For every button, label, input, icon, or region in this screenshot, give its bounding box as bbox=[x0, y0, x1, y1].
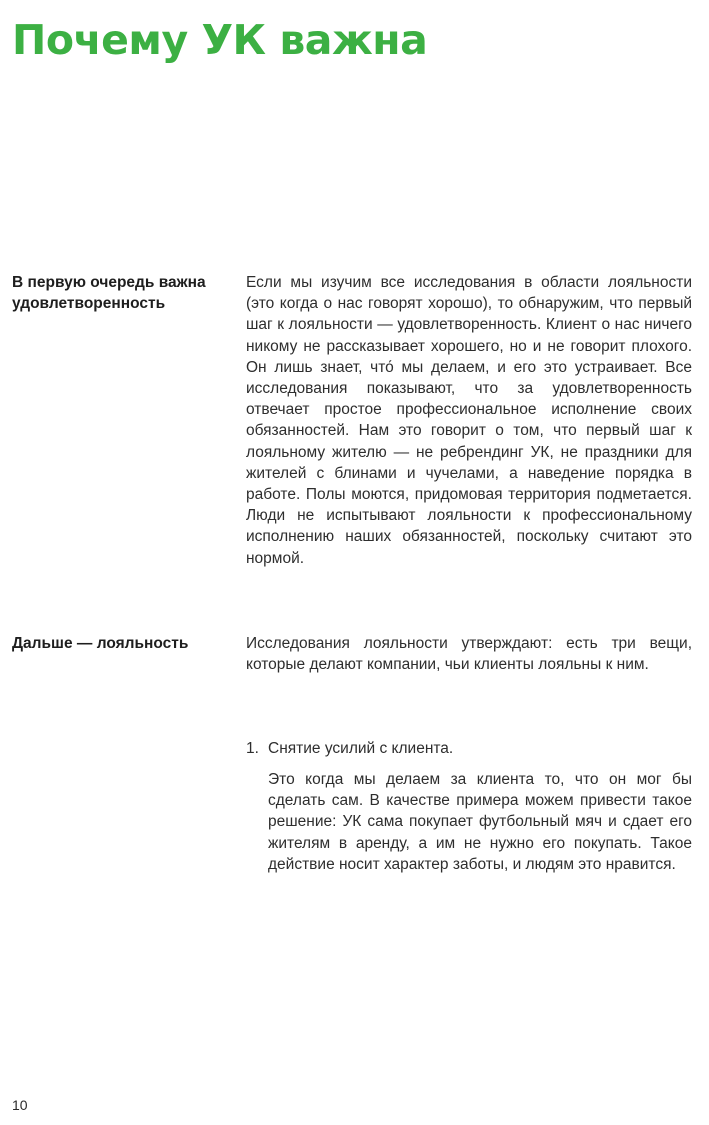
page-number: 10 bbox=[12, 1097, 28, 1113]
section-text-loyalty: Исследования лояльности утверждают: есть три вещи, которые делают компании, чьи клиенты лояльны к ним. bbox=[246, 635, 692, 674]
section-text-satisfaction: Если мы изучим все исследования в области лояльности (это когда о нас говорят хорошо), то обнаружим, что первый шаг к лояльности — удовлетворенность. Клиент о нас ничего никому не рассказывает хорошего, но и не говорит плохого. Он лишь знает, что́ мы делаем, и его это устраивает. Все исследования показывают, что за удовлетворенность отвечает простое профессиональное исполнение своих обязанностей. Нам это говорит о том, что первый шаг к лояльному жителю — не ребрендинг УК, не праздники для жителей с блинами и чучелами, а наведение порядка в работе. Полы моются, придомовая территория подметается. Люди не испытывают лояльности к профессиональному исполнению наших обязанностей, поскольку считают это нормой. bbox=[246, 274, 692, 567]
page-title: Почему УК важна bbox=[12, 16, 428, 64]
section-label-loyalty: Дальше — лояльность bbox=[12, 635, 189, 652]
list-item-heading: Снятие усилий с клиента. bbox=[268, 740, 454, 757]
list-item-number: 1. bbox=[246, 740, 259, 757]
section-label-satisfaction: В первую очередь важна удовлетворенность bbox=[12, 274, 206, 312]
list-item-text: Это когда мы делаем за клиента то, что он мог бы сделать сам. В качестве примера можем привести такое решение: УК сама покупает футбольный мяч и сдает его жителям в аренду, а им не нужно его покупать. Такое действие носит характер заботы, и людям это нравится. bbox=[268, 771, 692, 873]
